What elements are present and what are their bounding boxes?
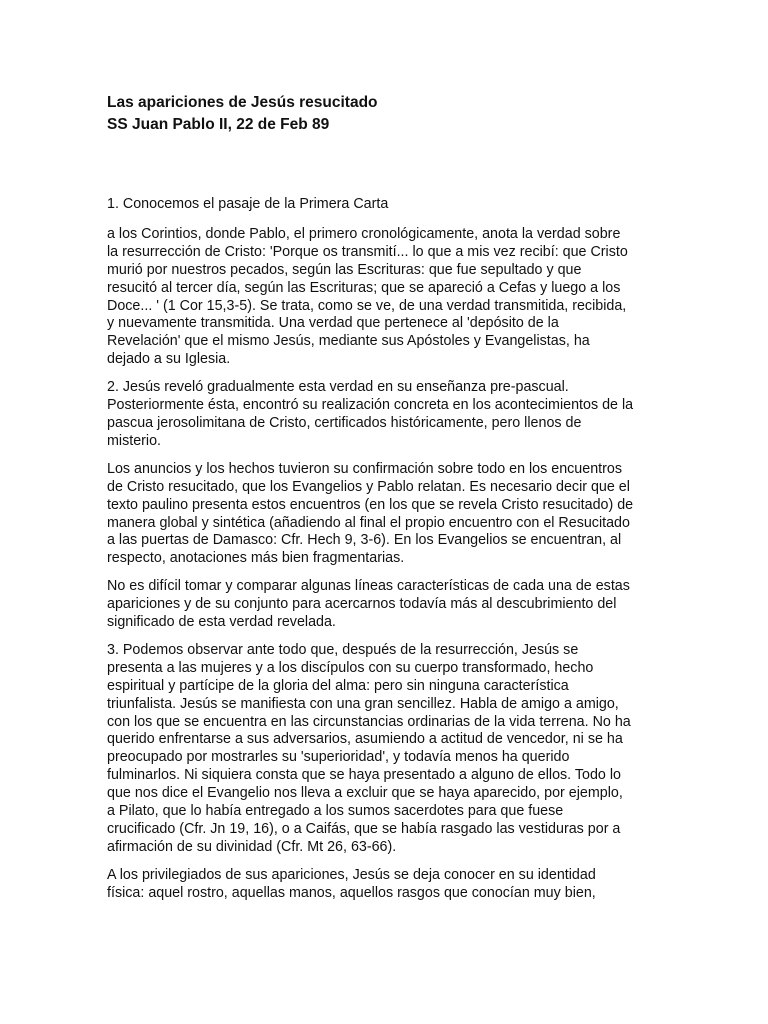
paragraph-2: a los Corintios, donde Pablo, el primero cronológicamente, anota la verdad sobre la resurrección de Cristo: 'Porque os transmití... lo que a mis vez recibí: que Cristo murió por nuestros pecados, según las Escrituras: que fue sepultado y que resucitó al tercer día, según las Escrituras; que se apareció a Cefas y luego a los Doce... ' (1 Cor 15,3-5). Se trata, como se ve, de una verdad transmitida, recibida, y nuevamente transmitida. Una verdad que pertenece al 'depósito de la Revelación' que el mismo Jesús, mediante sus Apóstoles y Evangelistas, ha dejado a su Iglesia. <box>107 225 628 368</box>
title-line-1: Las apariciones de Jesús resucitado <box>107 94 378 111</box>
paragraph-4: Los anuncios y los hechos tuvieron su confirmación sobre todo en los encuentros de Cristo resucitado, que los Evangelios y Pablo relatan. Es necesario decir que el texto paulino presenta estos encuentros (en los que se revela Cristo resucitado) de manera global y sintética (añadiendo al final el propio encuentro con el Resucitado a las puertas de Damasco: Cfr. Hech 9, 3-6). En los Evangelios se encuentran, al respecto, anotaciones más bien fragmentarias. <box>107 460 634 567</box>
paragraph-7: A los privilegiados de sus apariciones, Jesús se deja conocer en su identidad física: aquel rostro, aquellas manos, aquellos rasgos que conocían muy bien, <box>107 866 596 901</box>
title-line-2: SS Juan Pablo II, 22 de Feb 89 <box>107 116 330 133</box>
paragraph-6: 3. Podemos observar ante todo que, después de la resurrección, Jesús se presenta a las mujeres y a los discípulos con su cuerpo transformado, hecho espiritual y partícipe de la gloria del alma: pero sin ninguna característica triunfalista. Jesús se manifiesta con una gran sencillez. Habla de amigo a amigo, con los que se encuentra en las circunstancias ordinarias de la vida terrena. No ha querido enfrentarse a sus adversarios, asumiendo a actitud de vencedor, ni se ha preocupado por mostrarles su 'superioridad', y todavía menos ha querido fulminarlos. Ni siquiera consta que se haya presentado a alguno de ellos. Todo lo que nos dice el Evangelio nos lleva a excluir que se haya aparecido, por ejemplo, a Pilato, que lo había entregado a los sumos sacerdotes para que fuese crucificado (Cfr. Jn 19, 16), o a Caifás, que se había rasgado las vestiduras por a afirmación de su divinidad (Cfr. Mt 26, 63-66). <box>107 641 631 855</box>
paragraph-1: 1. Conocemos el pasaje de la Primera Carta <box>107 196 389 212</box>
paragraph-5: No es difícil tomar y comparar algunas líneas características de cada una de estas apariciones y de su conjunto para acercarnos todavía más al descubrimiento del significado de esta verdad revelada. <box>107 578 630 631</box>
document-title <box>107 92 663 136</box>
document-page <box>107 92 663 913</box>
paragraph-3: 2. Jesús reveló gradualmente esta verdad en su enseñanza pre-pascual. Posteriormente ésta, encontró su realización concreta en los acontecimientos de la pascua jerosolimitana de Cristo, certificados históricamente, pero llenos de misterio. <box>107 379 634 449</box>
